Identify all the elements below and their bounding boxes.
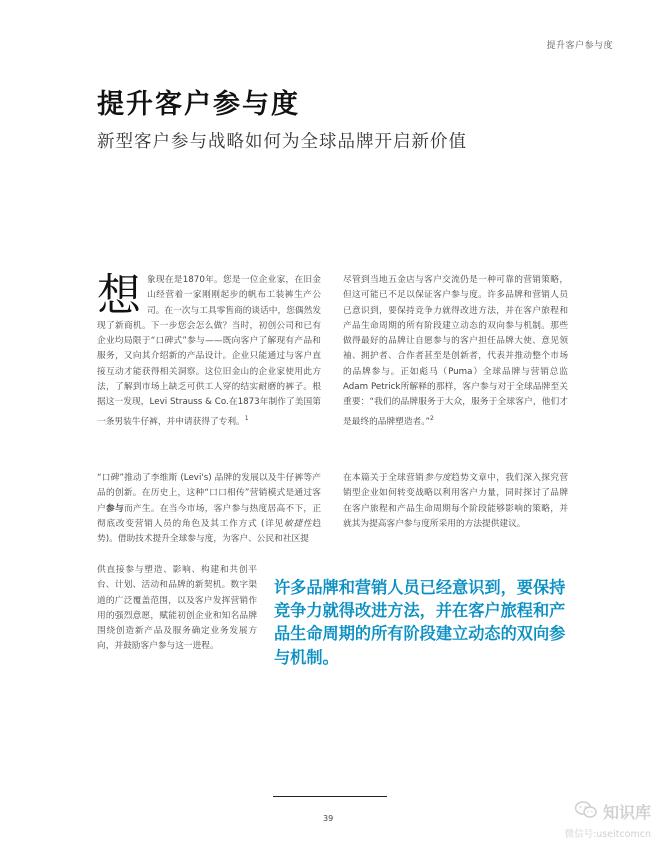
watermark-account: 微信号:useitcomcn <box>564 829 651 840</box>
right-text-1: 尽管到当地五金店与客户交流仍是一种可靠的营销策略，但这可能已不足以保证客户参与度。许多品牌和营销人员已意识到，要保持竞争力就得改进方法，并在客户旅程和产品生命周期的所有阶段建立动态的双向参与机制。那些做得最好的品牌让自愿参与的客户担任品牌大使、意见领袖、拥护者、合作者甚至是创新者，代表并推动整个市场的品牌参与。正如彪马（Puma）全球品牌与营销总监Adam Petrick所解释的那样，客户参与对于全球品牌至关重要：“我们的品牌服务于大众，服务于全球客户，他们才是最终的品牌塑造者。” <box>343 275 568 427</box>
watermark <box>565 800 651 840</box>
page-number: 39 <box>323 814 334 823</box>
right-paragraph-1 <box>343 273 568 430</box>
history-paragraph <box>97 471 321 547</box>
summary-italic: 参与度 <box>424 473 452 483</box>
right-column-summary <box>343 471 568 532</box>
drop-cap: 想 <box>97 270 141 321</box>
page-subtitle: 新型客户参与战略如何为全球品牌开启新价值 <box>97 132 467 152</box>
wechat-icon <box>575 801 597 823</box>
page-title: 提升客户参与度 <box>97 89 300 120</box>
footnote-marker: 1 <box>244 414 249 422</box>
summary-text-b: 趋势文章中，我们深入探究营销型企业如何转变战略以利用客户力量，同时探讨了品牌在客户旅程和产品生命周期每个阶段能够影响的策略，并就其为提高客户参与度所采用的方法提供建议。 <box>343 473 569 529</box>
continued-paragraph: 供直接参与塑造、影响、构建和共创平台、计划、活动和品牌的新契机。数字渠道的广泛覆盖范围，以及客户发挥营销作用的强烈意愿，赋能初创企业和知名品牌围绕创造新产品及服务确定业务发展方向，并鼓励客户参与这一进程。 <box>97 565 257 652</box>
footer-divider <box>273 796 387 797</box>
running-header: 提升客户参与度 <box>546 41 613 51</box>
left-column-continued <box>97 563 257 655</box>
summary-text-a: 在本篇关于全球营销 <box>343 473 425 483</box>
history-text-c: 趋势)。借助技术提升全球参与度，为客户、公民和社区提 <box>97 518 322 545</box>
history-text-a: “口碑”推动了李维斯 (Levi's) 品牌的发展以及牛仔裤等产品的创新。在历史上，这种“口口相传”营销模式是通过客户 <box>97 473 321 514</box>
watermark-brand: 知识库 <box>602 803 651 822</box>
trend-reference: 敏捷性 <box>284 518 313 529</box>
right-paragraph-2 <box>343 471 568 532</box>
footnote-marker-2: 2 <box>430 414 434 422</box>
pull-quote: 许多品牌和营销人员已经意识到，要保持竞争力就得改进方法，并在客户旅程和产品生命周期的所有阶段建立动态的双向参与机制。 <box>274 578 566 667</box>
left-column-history <box>97 471 321 547</box>
intro-text: 象现在是1870年。您是一位企业家，在旧金山经营着一家刚刚起步的帆布工装裤生产公司。在一次与工具零售商的谈话中，您偶然发现了新商机。下一步您会怎么做？当时，初创公司和已有企业均局限于“口碑式”参与——既向客户了解现有产品和服务，又向其介绍新的产品设计。企业只能通过与客户直接互动才能获得相关洞察。这位旧金山的企业家使用此方法，了解到市场上缺乏可供工人穿的结实耐磨的裤子。根据这一发现，Levi Strauss & Co.在1873年制作了美国第一条男装牛仔裤，并申请获得了专利。 <box>97 275 321 427</box>
history-text-b: 而产生。在当今市场，客户参与热度居高不下，正彻底改变营销人员的角色及其工作方式 (详见 <box>97 503 322 529</box>
history-bold-term: 参与 <box>105 503 124 514</box>
left-column-intro <box>97 270 321 430</box>
right-column-main <box>343 273 568 430</box>
